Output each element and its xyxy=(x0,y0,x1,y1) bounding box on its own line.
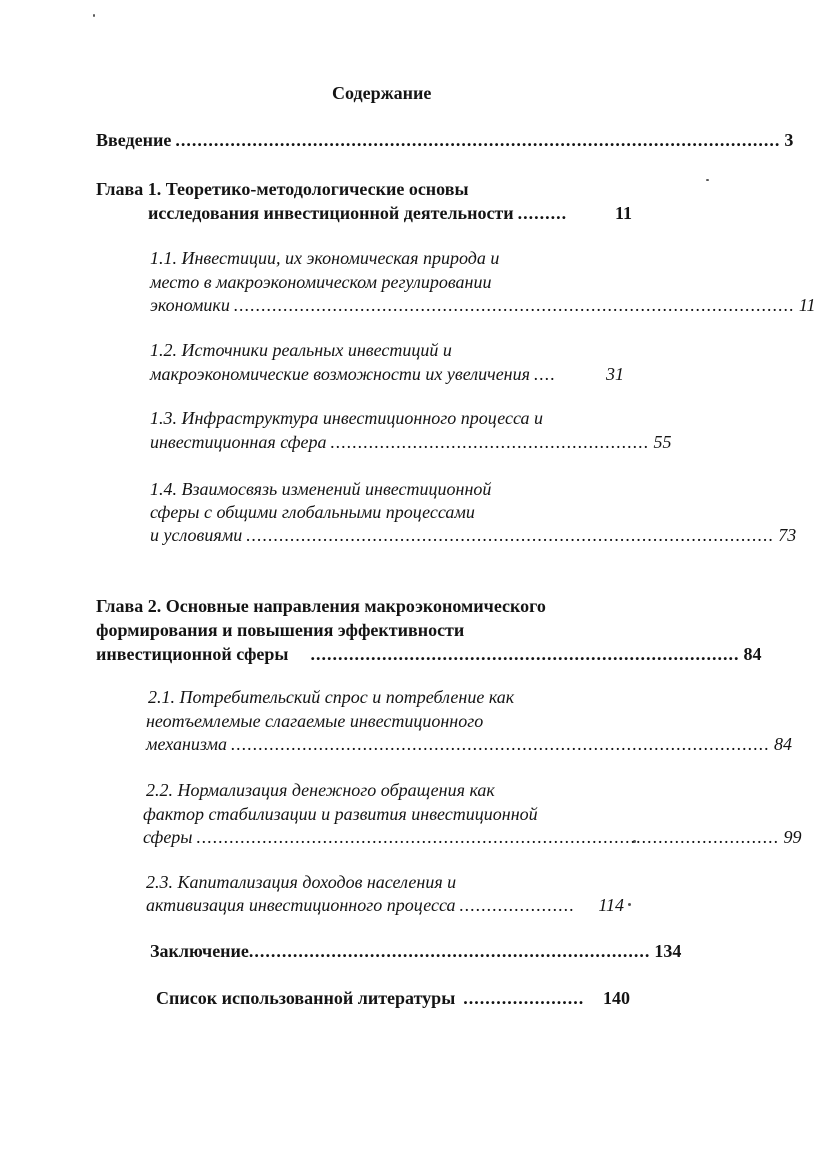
scan-speck xyxy=(706,179,709,181)
section-2-1-line3 xyxy=(146,734,792,754)
toc-entry-references xyxy=(156,989,630,1007)
toc-page-number: 140 xyxy=(603,988,630,1008)
section-2-2-line1: 2.2. Нормализация денежного обращения как xyxy=(146,780,495,800)
toc-label: и условиями xyxy=(150,525,243,545)
section-2-2-line3 xyxy=(143,827,802,847)
toc-page-number: 99 xyxy=(783,827,802,847)
toc-leader: .......................................................... xyxy=(330,432,650,452)
toc-entry-intro xyxy=(96,130,794,150)
toc-label: сферы xyxy=(143,827,193,847)
toc-page-number: 55 xyxy=(653,432,672,452)
toc-leader: ................................................................................................ xyxy=(246,525,775,545)
toc-leader: .............................................................................. xyxy=(310,644,740,664)
toc-page-number: 134 xyxy=(654,941,682,961)
toc-leader: ......................................................................... xyxy=(248,941,651,961)
toc-page-number: 31 xyxy=(606,364,624,384)
section-2-3-line2 xyxy=(146,896,624,914)
page-title: Содержание xyxy=(332,83,432,103)
toc-leader: .............................................................................................................. xyxy=(175,130,781,150)
toc-entry-conclusion xyxy=(150,941,682,961)
section-2-1-line1: 2.1. Потребительский спрос и потребление как xyxy=(148,687,515,707)
toc-label: механизма xyxy=(146,734,227,754)
toc-leader: ......... xyxy=(517,203,568,223)
section-1-3-line2 xyxy=(150,432,672,452)
toc-leader: ..................... xyxy=(459,895,575,915)
chapter2-title-line3 xyxy=(96,644,762,664)
section-1-4-line3 xyxy=(150,525,797,545)
toc-page-number: 73 xyxy=(778,525,797,545)
toc-label: инвестиционной сферы xyxy=(96,644,289,664)
section-2-1-line2: неотъемлемые слагаемые инвестиционного xyxy=(146,711,484,731)
section-1-2-line2 xyxy=(150,365,624,383)
section-2-2-line2: фактор стабилизации и развития инвестиционной xyxy=(143,804,538,824)
toc-page-number: 3 xyxy=(784,130,794,150)
toc-label: экономики xyxy=(150,295,230,315)
section-1-4-line2: сферы с общими глобальными процессами xyxy=(150,502,475,522)
toc-label: Список использованной литературы xyxy=(156,988,456,1008)
toc-label: инвестиционная сфера xyxy=(150,432,327,452)
chapter2-title-line2: формирования и повышения эффективности xyxy=(96,620,465,640)
section-1-2-line1: 1.2. Источники реальных инвестиций и xyxy=(150,340,452,360)
toc-leader: .... xyxy=(533,364,556,384)
chapter2-title-line1: Глава 2. Основные направления макроэкономического xyxy=(96,596,546,616)
toc-leader: .......................................................................................................... xyxy=(196,827,780,847)
section-1-1-line1: 1.1. Инвестиции, их экономическая природа и xyxy=(150,248,500,268)
section-1-3-line1: 1.3. Инфраструктура инвестиционного процесса и xyxy=(150,408,544,428)
toc-page-number: 11 xyxy=(614,203,632,223)
scan-speck xyxy=(628,903,631,906)
section-1-1-line2: место в макроэкономическом регулировании xyxy=(150,272,492,292)
chapter1-title-line1: Глава 1. Теоретико-методологические основы xyxy=(96,179,469,199)
toc-label: исследования инвестиционной деятельности xyxy=(148,203,514,223)
toc-label: макроэкономические возможности их увеличения xyxy=(150,364,530,384)
toc-page-number: 11 xyxy=(798,295,816,315)
toc-label: Заключение xyxy=(150,941,249,961)
toc-leader: ...................................................................................................... xyxy=(233,295,795,315)
toc-leader: .................................................................................................. xyxy=(230,734,770,754)
toc-label: активизация инвестиционного процесса xyxy=(146,895,456,915)
toc-page-number: 114 xyxy=(598,895,624,915)
toc-leader: ...................... xyxy=(463,988,585,1008)
toc-page-number: 84 xyxy=(743,644,762,664)
section-1-4-line1: 1.4. Взаимосвязь изменений инвестиционной xyxy=(150,479,492,499)
chapter1-title-line2 xyxy=(148,204,632,222)
section-1-1-line3 xyxy=(150,295,816,315)
toc-label: Введение xyxy=(96,130,172,150)
scan-speck xyxy=(93,14,95,17)
toc-page-number: 84 xyxy=(773,734,792,754)
section-2-3-line1: 2.3. Капитализация доходов населения и xyxy=(146,872,457,892)
